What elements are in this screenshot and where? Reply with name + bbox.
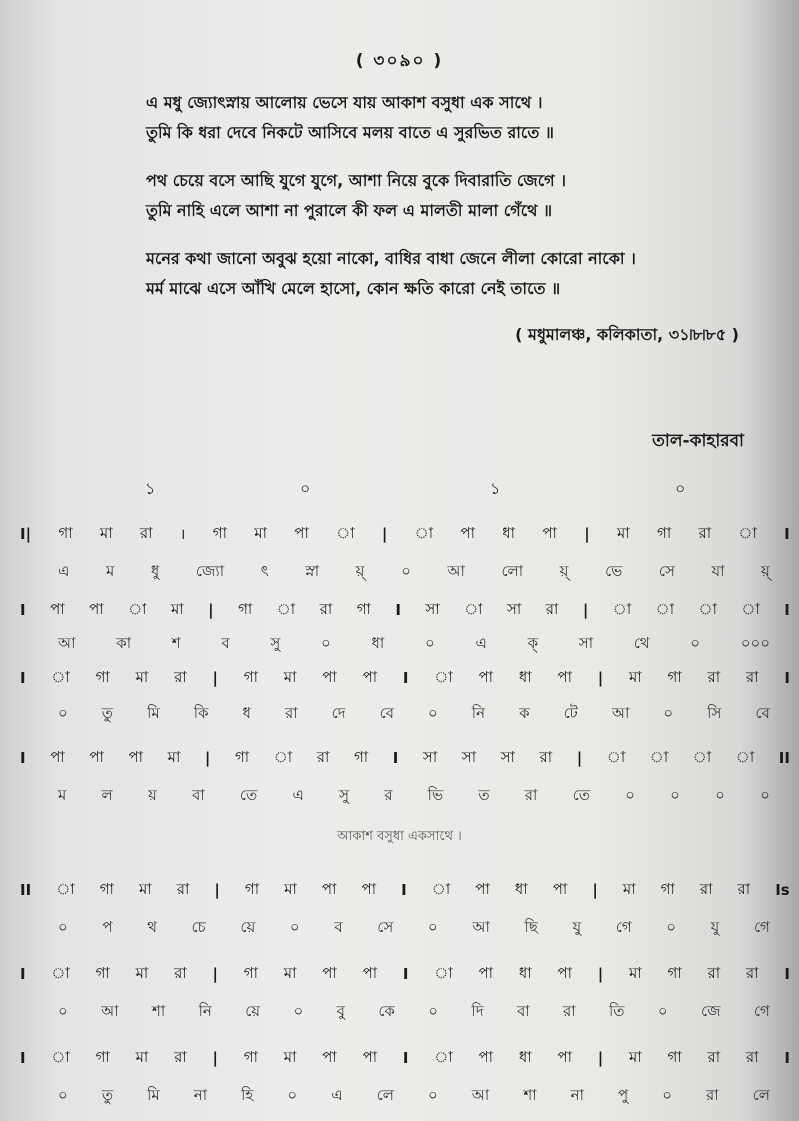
- syllable: দি: [471, 1001, 484, 1020]
- swar-note: রা: [699, 879, 713, 898]
- swar-note: I: [784, 965, 790, 983]
- swar-note: ধা: [518, 963, 532, 982]
- syllable: ম: [58, 785, 67, 804]
- page-number: ( ৩০৯০ ): [355, 51, 444, 71]
- swar-note: I: [784, 525, 790, 543]
- syllable: ছি: [524, 917, 538, 936]
- taal-heading: তাল-কাহারবা: [652, 431, 744, 451]
- syllable: ০: [58, 703, 68, 722]
- swar-note: রা: [139, 523, 153, 542]
- syllable: বা: [191, 785, 205, 804]
- syllable: ০: [663, 703, 674, 722]
- swar-note: পা: [362, 963, 378, 982]
- swar-note: মা: [629, 667, 642, 686]
- syllable: শা: [523, 1085, 537, 1104]
- swar-note: া: [273, 747, 293, 766]
- swar-note: া: [414, 523, 434, 542]
- syllable: শা: [151, 1001, 166, 1020]
- swar-note: রা: [319, 599, 333, 618]
- swar-note: া: [51, 963, 70, 982]
- notation-lyric-row: [58, 702, 770, 726]
- swar-note: রা: [707, 963, 721, 982]
- swar-note: সা: [507, 599, 522, 618]
- swar-note: মা: [135, 963, 149, 982]
- swar-note: |: [597, 669, 604, 687]
- beat-mark: ১: [490, 479, 501, 498]
- swar-note: মা: [254, 523, 267, 542]
- syllable: সু: [270, 633, 281, 652]
- syllable: ০: [321, 633, 331, 652]
- syllable: দে: [331, 703, 346, 722]
- swar-note: I: [401, 881, 407, 899]
- syllable: ০: [58, 1001, 68, 1020]
- swar-note: রা: [707, 1047, 721, 1066]
- syllable: রা: [563, 1001, 576, 1020]
- swar-note: া: [434, 963, 453, 982]
- syllable: ভে: [605, 561, 623, 580]
- syllable: জে: [701, 1001, 721, 1020]
- lyric-line: তুমি নাহি এলে আশা না পুরালে কী ফল এ মালতী মালা গেঁথে ॥: [146, 201, 553, 220]
- beat-mark: ১: [145, 479, 156, 498]
- swar-note: া: [431, 879, 451, 898]
- swar-note: া: [655, 599, 675, 618]
- swar-note: রা: [745, 1047, 759, 1066]
- swar-note: পা: [478, 1047, 494, 1066]
- syllable: গে: [615, 917, 632, 936]
- notation-lyric-row: [58, 1000, 770, 1024]
- swar-note: পা: [557, 963, 572, 982]
- swar-note: া: [434, 1047, 453, 1066]
- notation-swar-row: [20, 666, 790, 690]
- refrain-note: আকাশ বসুধা একসাথে ।: [337, 829, 462, 844]
- swar-note: মা: [99, 523, 113, 542]
- swar-note: মা: [629, 963, 642, 982]
- swar-note: রা: [539, 747, 553, 766]
- syllable: কি: [193, 703, 209, 722]
- swar-note: গা: [244, 879, 260, 898]
- syllable: র: [384, 785, 393, 804]
- swar-note: গা: [238, 599, 253, 618]
- syllable: ০: [58, 1085, 68, 1104]
- swar-note: রা: [737, 879, 751, 898]
- syllable: টে: [563, 703, 578, 722]
- swar-note: মা: [283, 667, 297, 686]
- swar-note: গা: [356, 599, 371, 618]
- swar-note: গা: [95, 963, 110, 982]
- syllable: শ: [171, 633, 181, 652]
- swar-note: গা: [353, 747, 369, 766]
- swar-note: মা: [138, 879, 152, 898]
- syllable: তু: [101, 703, 114, 722]
- syllable: ধ: [242, 703, 251, 722]
- syllable: আ: [471, 1085, 490, 1104]
- syllable: না: [193, 1085, 208, 1104]
- swar-note: পা: [552, 879, 568, 898]
- syllable: সে: [377, 917, 394, 936]
- syllable: বে: [755, 703, 770, 722]
- swar-note: I: [20, 749, 26, 767]
- swar-note: গা: [58, 523, 73, 542]
- swar-note: সা: [500, 747, 515, 766]
- swar-note: I: [20, 601, 26, 619]
- swar-note: I|: [20, 525, 32, 543]
- swar-note: া: [738, 523, 757, 542]
- syllable: ক্: [527, 633, 539, 652]
- syllable: মি: [147, 703, 160, 722]
- beat-mark: ০: [300, 479, 311, 498]
- lyric-line: মর্ম মাঝে এসে আঁখি মেলে হাসো, কোন ক্ষতি কারো নেই তাতে ॥: [146, 279, 561, 298]
- swar-note: গা: [212, 523, 227, 542]
- swar-note: |: [208, 601, 214, 619]
- syllable: ৎ: [260, 561, 269, 580]
- syllable: সা: [578, 633, 594, 652]
- swar-note: রা: [174, 667, 187, 686]
- notation-swar-row: [20, 522, 790, 546]
- notation-lyric-row: [58, 632, 770, 656]
- notation-lyric-row: [58, 1084, 770, 1108]
- swar-note: মা: [167, 747, 181, 766]
- swar-note: া: [434, 667, 453, 686]
- swar-note: II: [20, 881, 32, 899]
- syllable: ০: [427, 1085, 438, 1104]
- notation-lyric-row: [58, 560, 770, 584]
- syllable: তি: [608, 1001, 625, 1020]
- swar-note: |: [597, 1049, 604, 1067]
- swar-note: রা: [174, 963, 187, 982]
- swar-note: পা: [557, 1047, 572, 1066]
- swar-note: গা: [95, 667, 110, 686]
- swar-note: া: [741, 599, 760, 618]
- swar-note: পা: [294, 523, 309, 542]
- syllable: ০: [424, 633, 435, 652]
- swar-note: া: [276, 599, 296, 618]
- swar-note: |: [592, 881, 598, 899]
- swar-note: I: [20, 1049, 26, 1067]
- swar-note: |: [212, 669, 218, 687]
- syllable: লো: [501, 561, 524, 580]
- source-credit: ( মধুমালঞ্চ, কলিকাতা, ৩১৷৮৷৮৫ ): [515, 325, 739, 344]
- swar-note: া: [128, 599, 147, 618]
- swar-note: মা: [135, 667, 149, 686]
- syllable: য়ে: [245, 1001, 261, 1020]
- syllable: ০: [670, 785, 680, 804]
- syllable: ০: [428, 703, 438, 722]
- syllable: ০: [760, 785, 770, 804]
- swar-note: II: [778, 749, 790, 767]
- syllable: য়্: [355, 561, 365, 580]
- syllable: ক: [519, 703, 530, 722]
- swar-note: রা: [698, 523, 712, 542]
- swar-note: সা: [422, 747, 438, 766]
- swar-note: মা: [284, 879, 297, 898]
- swar-note: া: [606, 747, 626, 766]
- swar-note: রা: [545, 599, 559, 618]
- syllable: ০: [428, 1001, 439, 1020]
- swar-note: |: [582, 601, 589, 619]
- syllable: এ: [475, 633, 487, 652]
- lyric-line: তুমি কি ধরা দেবে নিকটে আসিবে মলয় বাতে এ সুরভিত রাতে ॥: [146, 123, 554, 142]
- swar-note: ।: [179, 525, 186, 543]
- syllable: তে: [572, 785, 590, 804]
- syllable: বে: [379, 703, 394, 722]
- syllable: ব: [334, 917, 343, 936]
- syllable: ল: [101, 785, 113, 804]
- syllable: এ: [58, 561, 70, 580]
- swar-note: গা: [243, 1047, 258, 1066]
- syllable: নি: [471, 703, 486, 722]
- swar-note: I: [20, 965, 26, 983]
- swar-note: মা: [170, 599, 184, 618]
- swar-note: I: [784, 669, 790, 687]
- swar-note: রা: [316, 747, 330, 766]
- swar-note: |: [381, 525, 388, 543]
- swar-note: সা: [425, 599, 440, 618]
- swar-note: পা: [321, 879, 337, 898]
- syllable: থে: [633, 633, 650, 652]
- notation-swar-row: [20, 746, 790, 770]
- swar-note: া: [51, 667, 70, 686]
- syllable: এ: [292, 785, 304, 804]
- swar-note: পা: [557, 667, 572, 686]
- swar-note: পা: [89, 747, 104, 766]
- notation-lyric-row: [58, 916, 770, 940]
- syllable: এ: [331, 1085, 343, 1104]
- swar-note: মা: [622, 879, 636, 898]
- swar-note: া: [735, 747, 755, 766]
- swar-note: গা: [234, 747, 250, 766]
- swar-note: |: [597, 965, 604, 983]
- lyric-line: এ মধু জ্যোৎস্নায় আলোয় ভেসে যায় আকাশ বসুধা এক সাথে ।: [146, 93, 543, 112]
- swar-note: I: [784, 1049, 790, 1067]
- swar-note: রা: [707, 667, 721, 686]
- swar-note: I: [395, 601, 401, 619]
- swar-note: পা: [322, 1047, 337, 1066]
- swar-note: মা: [283, 963, 297, 982]
- swar-note: পা: [322, 963, 337, 982]
- swar-note: পা: [362, 667, 378, 686]
- syllable: ভি: [427, 785, 444, 804]
- swar-note: |: [584, 525, 590, 543]
- swar-note: I: [784, 601, 790, 619]
- swar-note: পা: [460, 523, 475, 542]
- syllable: থ: [147, 917, 157, 936]
- swar-note: পা: [475, 879, 490, 898]
- beat-marks: [0, 476, 799, 500]
- swar-note: রা: [176, 879, 190, 898]
- syllable: রা: [524, 785, 538, 804]
- syllable: হি: [241, 1085, 254, 1104]
- swar-note: গা: [667, 963, 682, 982]
- syllable: ম: [105, 561, 115, 580]
- syllable: গে: [753, 1001, 770, 1020]
- swar-note: গা: [667, 1047, 682, 1066]
- syllable: ০০০: [740, 633, 770, 652]
- syllable: ০: [427, 917, 438, 936]
- swar-note: Is: [775, 881, 790, 899]
- syllable: কে: [378, 1001, 395, 1020]
- syllable: আ: [472, 917, 490, 936]
- syllable: ০: [715, 785, 725, 804]
- swar-note: া: [51, 1047, 70, 1066]
- swar-note: পা: [362, 1047, 378, 1066]
- swar-note: গা: [667, 667, 682, 686]
- syllable: সু: [339, 785, 349, 804]
- syllable: স্না: [305, 561, 320, 580]
- swar-note: া: [56, 879, 75, 898]
- lyric-line: পথ চেয়ে বসে আছি যুগে যুগে, আশা নিয়ে বুকে দিবারাতি জেগে ।: [146, 171, 566, 190]
- syllable: ধা: [371, 633, 385, 652]
- swar-note: া: [464, 599, 483, 618]
- swar-note: পা: [361, 879, 377, 898]
- swar-note: পা: [50, 599, 65, 618]
- syllable: ত: [478, 785, 490, 804]
- syllable: ০: [625, 785, 635, 804]
- syllable: যু: [572, 917, 582, 936]
- syllable: ০: [58, 917, 68, 936]
- swar-note: I: [20, 669, 26, 687]
- swar-note: মা: [616, 523, 630, 542]
- swar-note: I: [402, 965, 409, 983]
- swar-note: ধা: [518, 1047, 532, 1066]
- swar-note: I: [402, 1049, 409, 1067]
- notation-swar-row: [20, 962, 790, 986]
- swar-note: পা: [322, 667, 337, 686]
- syllable: আ: [58, 633, 76, 652]
- swar-note: |: [212, 965, 218, 983]
- swar-note: |: [576, 749, 583, 767]
- syllable: গে: [753, 917, 770, 936]
- syllable: ০: [666, 917, 677, 936]
- syllable: নি: [198, 1001, 212, 1020]
- syllable: আ: [447, 561, 465, 580]
- syllable: যা: [711, 561, 725, 580]
- notation-swar-row: [20, 598, 790, 622]
- syllable: সি: [707, 703, 722, 722]
- syllable: ০: [289, 917, 300, 936]
- swar-note: পা: [542, 523, 557, 542]
- syllable: রা: [706, 1085, 719, 1104]
- swar-note: ধা: [518, 667, 532, 686]
- swar-note: I: [402, 669, 409, 687]
- notation-lyric-row: [58, 784, 770, 808]
- swar-note: মা: [629, 1047, 642, 1066]
- swar-note: ধা: [514, 879, 528, 898]
- beat-mark: ০: [675, 479, 686, 498]
- swar-note: া: [336, 523, 355, 542]
- syllable: ০: [662, 1085, 672, 1104]
- swar-note: পা: [478, 667, 494, 686]
- syllable: য়্: [559, 561, 569, 580]
- swar-note: গা: [243, 963, 258, 982]
- swar-note: গা: [99, 879, 114, 898]
- swar-note: গা: [95, 1047, 110, 1066]
- swar-note: মা: [283, 1047, 297, 1066]
- swar-note: মা: [135, 1047, 149, 1066]
- syllable: লে: [376, 1085, 394, 1104]
- swar-note: গা: [656, 523, 672, 542]
- syllable: ০: [287, 1085, 298, 1104]
- syllable: আ: [101, 1001, 119, 1020]
- syllable: ০: [401, 561, 411, 580]
- syllable: রা: [284, 703, 298, 722]
- swar-note: |: [212, 1049, 218, 1067]
- swar-note: রা: [745, 667, 759, 686]
- swar-note: পা: [89, 599, 104, 618]
- notation-swar-row: [20, 878, 790, 902]
- swar-note: ধা: [502, 523, 516, 542]
- swar-note: |: [204, 749, 211, 767]
- syllable: বু: [336, 1001, 345, 1020]
- syllable: পু: [617, 1085, 629, 1104]
- syllable: যু: [710, 917, 720, 936]
- swar-note: া: [649, 747, 669, 766]
- syllable: তে: [239, 785, 258, 804]
- swar-note: া: [692, 747, 712, 766]
- syllable: তু: [101, 1085, 114, 1104]
- swar-note: I: [392, 749, 399, 767]
- swar-note: পা: [128, 747, 144, 766]
- swar-note: গা: [243, 667, 258, 686]
- swar-note: পা: [478, 963, 494, 982]
- syllable: ০: [657, 1001, 668, 1020]
- syllable: ০: [293, 1001, 304, 1020]
- notation-swar-row: [20, 1046, 790, 1070]
- swar-note: সা: [461, 747, 477, 766]
- syllable: লে: [752, 1085, 770, 1104]
- syllable: য়ে: [240, 917, 256, 936]
- syllable: জ্যো: [195, 561, 225, 580]
- swar-note: |: [214, 881, 220, 899]
- swar-note: পা: [50, 747, 65, 766]
- syllable: য়্: [761, 561, 770, 580]
- syllable: ০: [690, 633, 701, 652]
- syllable: বা: [516, 1001, 530, 1020]
- lyric-line: মনের কথা জানো অবুঝ হয়ো নাকো, বাধির বাধা জেনে লীলা কোরো নাকো ।: [146, 249, 636, 268]
- syllable: প: [102, 917, 113, 936]
- swar-note: া: [612, 599, 632, 618]
- swar-note: গা: [660, 879, 675, 898]
- syllable: য়: [147, 785, 157, 804]
- syllable: না: [570, 1085, 584, 1104]
- syllable: ব: [221, 633, 230, 652]
- swar-note: রা: [745, 963, 759, 982]
- swar-note: া: [698, 599, 717, 618]
- swar-note: রা: [174, 1047, 187, 1066]
- syllable: চে: [191, 917, 206, 936]
- syllable: সে: [658, 561, 675, 580]
- syllable: মি: [147, 1085, 160, 1104]
- syllable: কা: [116, 633, 132, 652]
- syllable: ধু: [150, 561, 160, 580]
- syllable: আ: [611, 703, 630, 722]
